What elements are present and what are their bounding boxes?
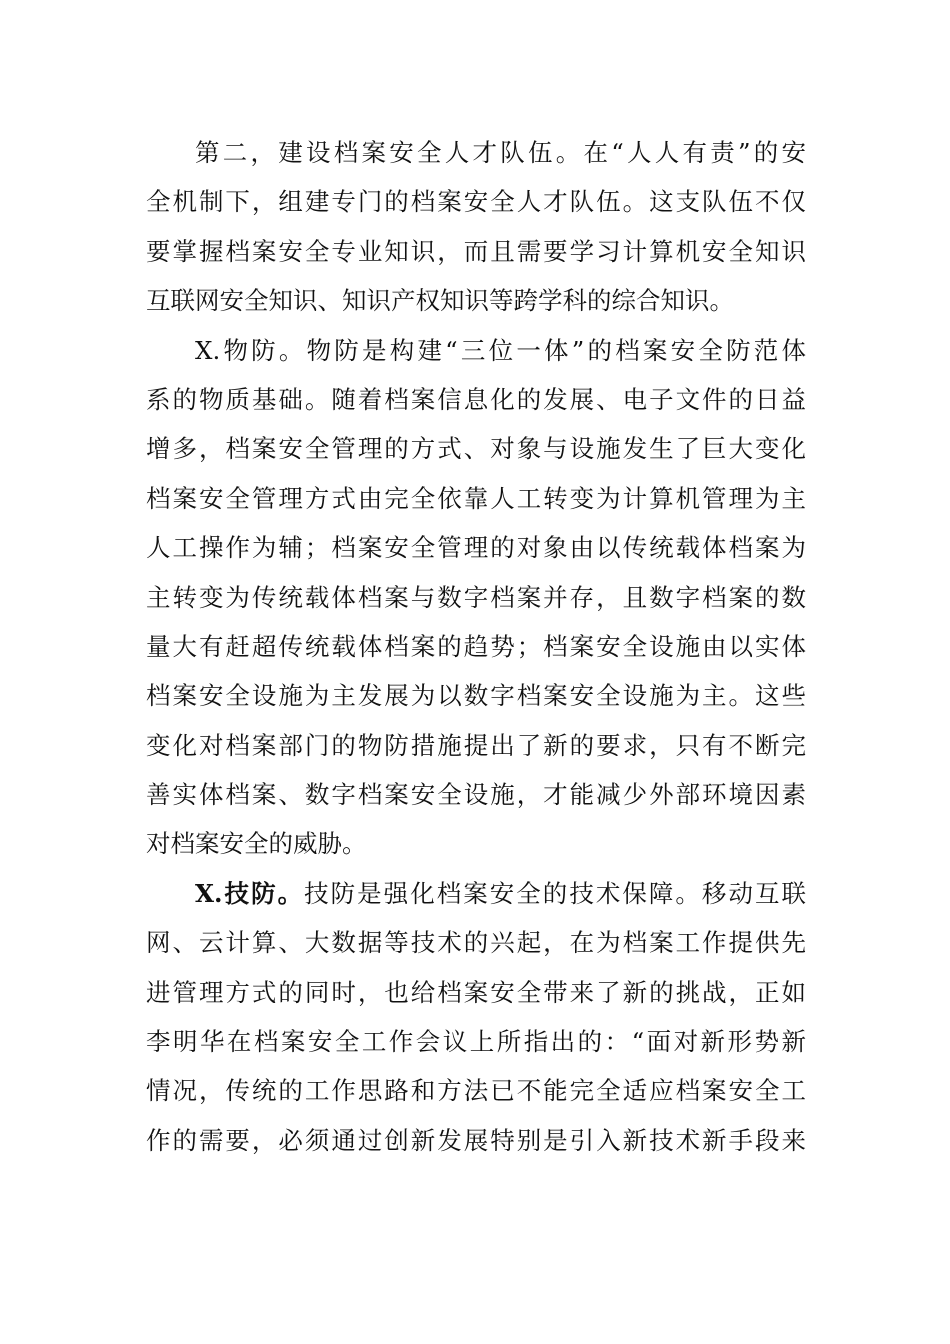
paragraph-3-first-line-text: 技防是强化档案安全的技术保障。移动互联 [304,878,806,908]
paragraph-3-line-3: 进管理方式的同时，也给档案安全带来了新的挑战，正如 [146,977,806,1007]
paragraph-3-line-5: 情况，传统的工作思路和方法已不能完全适应档案安全工 [146,1076,806,1106]
paragraph-3-line-2: 网、云计算、大数据等技术的兴起，在为档案工作提供先 [146,928,806,958]
paragraph-2-line-9: 变化对档案部门的物防措施提出了新的要求，只有不断完 [146,730,806,760]
paragraph-2-line-1: X.物防。物防是构建“三位一体”的档案安全防范体 [195,335,806,365]
paragraph-3-lead-heading: X.技防。 [195,878,305,908]
paragraph-3-line-6: 作的需要，必须通过创新发展特别是引入新技术新手段来 [146,1125,806,1155]
paragraph-2-line-10: 善实体档案、数字档案安全设施，才能减少外部环境因素 [146,780,806,810]
paragraph-3-line-1 [146,869,806,918]
paragraph-2-line-6: 主转变为传统载体档案与数字档案并存，且数字档案的数 [146,582,806,612]
paragraph-2-line-5: 人工操作为辅；档案安全管理的对象由以传统载体档案为 [146,533,806,563]
paragraph-3-line-4: 李明华在档案安全工作会议上所指出的：“面对新形势新 [146,1027,806,1057]
paragraph-2-line-3: 增多，档案安全管理的方式、对象与设施发生了巨大变化 [146,434,806,464]
document-body [146,128,806,1165]
paragraph-2-line-11: 对档案安全的威胁。 [146,829,367,859]
paragraph-2-line-8: 档案安全设施为主发展为以数字档案安全设施为主。这些 [146,681,806,711]
paragraph-1-line-1: 第二，建设档案安全人才队伍。在“人人有责”的安 [195,138,806,167]
paragraph-2-line-4: 档案安全管理方式由完全依靠人工转变为计算机管理为主 [146,483,806,513]
paragraph-1-line-4: 互联网安全知识、知识产权知识等跨学科的综合知识。 [146,286,734,316]
paragraph-1-line-2: 全机制下，组建专门的档案安全人才队伍。这支队伍不仅 [146,187,806,217]
paragraph-1-line-3: 要掌握档案安全专业知识，而且需要学习计算机安全知识 [146,236,806,266]
paragraph-2-line-7: 量大有赶超传统载体档案的趋势；档案安全设施由以实体 [146,631,806,661]
paragraph-2-line-2: 系的物质基础。随着档案信息化的发展、电子文件的日益 [146,384,806,414]
